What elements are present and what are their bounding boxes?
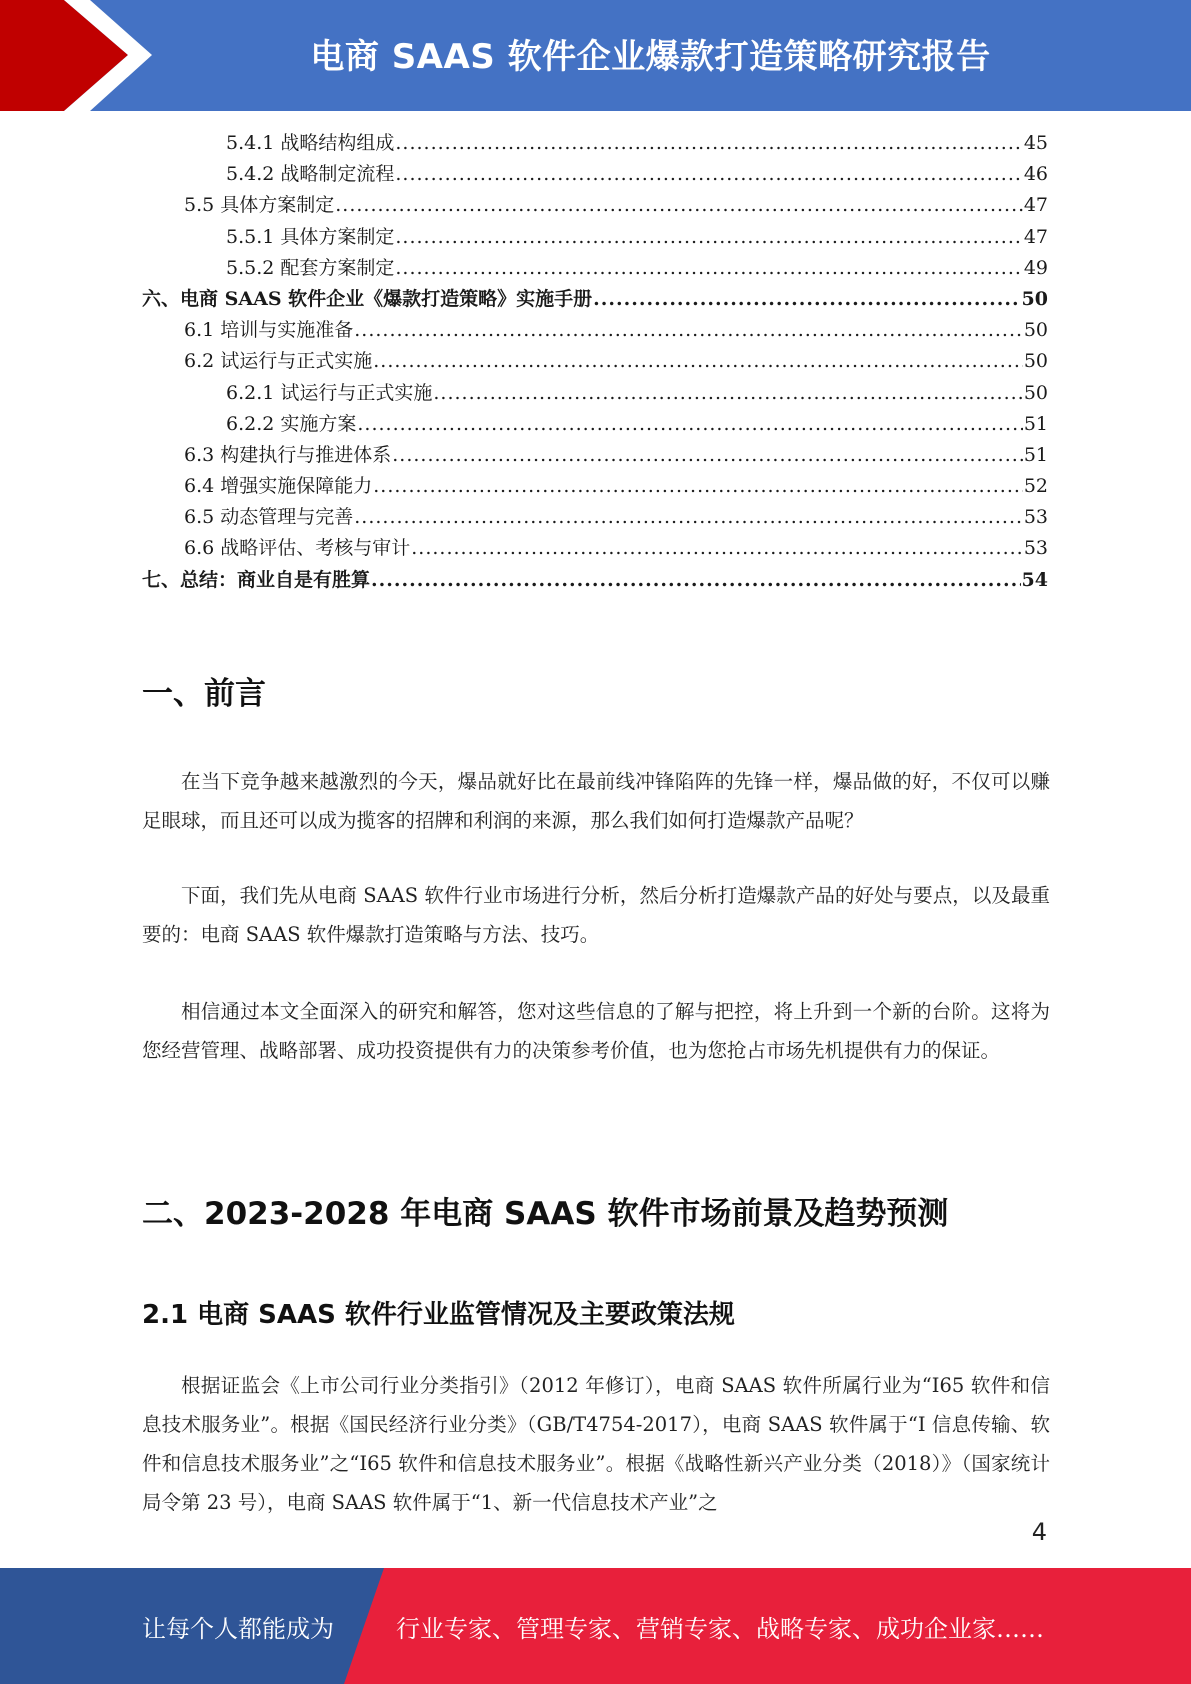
toc-entry-page: 50 [1023, 319, 1048, 342]
toc-entry[interactable] [142, 346, 1048, 377]
toc-entry-page: 51 [1023, 443, 1048, 466]
toc-dot-leader [411, 533, 1023, 564]
toc-entry[interactable] [142, 502, 1048, 533]
toc-entry-page: 53 [1023, 506, 1048, 529]
toc-entry[interactable] [142, 315, 1048, 346]
toc-entry[interactable] [142, 471, 1048, 502]
toc-entry-label: 5.5.1 具体方案制定 [226, 225, 395, 248]
toc-entry-page: 45 [1023, 132, 1048, 154]
toc-dot-leader [395, 253, 1022, 284]
toc-entry-label: 6.2 试运行与正式实施 [184, 350, 373, 373]
toc-entry-label: 5.4.1 战略结构组成 [226, 132, 395, 154]
toc-entry-label: 七、总结：商业自是有胜算 [142, 568, 371, 591]
section-heading-market-outlook: 二、2023-2028 年电商 SAAS 软件市场前景及趋势预测 [142, 1196, 949, 1232]
toc-dot-leader [357, 409, 1022, 440]
toc-dot-leader [354, 502, 1023, 533]
toc-dot-leader [395, 159, 1022, 190]
toc-entry[interactable] [142, 128, 1048, 159]
page-number: 4 [1031, 1518, 1047, 1546]
toc-dot-leader [371, 565, 1021, 596]
toc-entry-label: 6.2.2 实施方案 [226, 412, 357, 435]
toc-entry-label: 5.5 具体方案制定 [184, 194, 335, 217]
toc-dot-leader [395, 128, 1022, 159]
toc-entry[interactable] [142, 565, 1048, 596]
footer-slogan-right: 行业专家、管理专家、营销专家、战略专家、成功企业家…… [396, 1614, 1044, 1643]
paragraph: 根据证监会《上市公司行业分类指引》（2012 年修订），电商 SAAS 软件所属行业为“I65 软件和信息技术服务业”。根据《国民经济行业分类》（GB/T4754-2017），电商 SAAS 软件属于“I 信息传输、软件和信息技术服务业”之“I65 软件和信息技术服务业”。根据《战略性新兴产业分类（2018）》（国家统计局令第 23 号），电商 SAAS 软件属于“1、新一代信息技术产业”之 [142, 1374, 1050, 1514]
toc-entry-label: 6.3 构建执行与推进体系 [184, 443, 392, 466]
page-header [0, 0, 1191, 111]
toc-entry-label: 6.5 动态管理与完善 [184, 506, 354, 529]
toc-entry-page: 46 [1023, 163, 1048, 186]
toc-dot-leader [335, 190, 1023, 221]
toc-entry-page: 49 [1023, 256, 1048, 279]
toc-entry-label: 六、电商 SAAS 软件企业《爆款打造策略》实施手册 [142, 287, 593, 310]
toc-dot-leader [354, 315, 1023, 346]
toc-dot-leader [373, 346, 1023, 377]
toc-entry-page: 50 [1023, 381, 1048, 404]
toc-dot-leader [373, 471, 1023, 502]
page-footer [0, 1568, 1191, 1684]
toc-entry-page: 54 [1021, 568, 1048, 591]
toc-entry-page: 47 [1023, 225, 1048, 248]
toc-dot-leader [395, 222, 1022, 253]
toc-entry[interactable] [142, 409, 1048, 440]
toc-entry[interactable] [142, 159, 1048, 190]
toc-entry-label: 6.6 战略评估、考核与审计 [184, 537, 411, 560]
toc-entry-page: 50 [1023, 350, 1048, 373]
toc-entry-label: 6.2.1 试运行与正式实施 [226, 381, 433, 404]
toc-dot-leader [593, 284, 1020, 315]
toc-entry-page: 47 [1023, 194, 1048, 217]
toc-entry-label: 6.1 培训与实施准备 [184, 319, 354, 342]
toc-entry-page: 50 [1021, 287, 1048, 310]
toc-entry-page: 53 [1023, 537, 1048, 560]
report-title: 电商 SAAS 软件企业爆款打造策略研究报告 [310, 36, 991, 77]
toc-entry[interactable] [142, 222, 1048, 253]
paragraph: 在当下竞争越来越激烈的今天，爆品就好比在最前线冲锋陷阵的先锋一样，爆品做的好，不仅可以赚足眼球，而且还可以成为揽客的招牌和利润的来源，那么我们如何打造爆款产品呢？ [142, 770, 1050, 832]
section-heading-preface: 一、前言 [142, 676, 266, 712]
toc-entry[interactable] [142, 378, 1048, 409]
toc-entry-page: 51 [1023, 412, 1048, 435]
toc-dot-leader [392, 440, 1023, 471]
toc-entry[interactable] [142, 284, 1048, 315]
toc-entry[interactable] [142, 190, 1048, 221]
paragraph: 相信通过本文全面深入的研究和解答，您对这些信息的了解与把控，将上升到一个新的台阶。这将为您经营管理、战略部署、成功投资提供有力的决策参考价值，也为您抢占市场先机提供有力的保证。 [142, 1000, 1050, 1062]
toc-entry-label: 5.4.2 战略制定流程 [226, 163, 395, 186]
footer-slogan-left: 让每个人都能成为 [142, 1614, 334, 1643]
toc-entry-page: 52 [1023, 475, 1048, 498]
subsection-heading-regulation: 2.1 电商 SAAS 软件行业监管情况及主要政策法规 [142, 1300, 735, 1330]
toc-dot-leader [433, 378, 1022, 409]
toc-entry-label: 6.4 增强实施保障能力 [184, 475, 373, 498]
toc-entry[interactable] [142, 533, 1048, 564]
paragraph: 下面，我们先从电商 SAAS 软件行业市场进行分析，然后分析打造爆款产品的好处与要点，以及最重要的：电商 SAAS 软件爆款打造策略与方法、技巧。 [142, 884, 1050, 946]
toc-entry-label: 5.5.2 配套方案制定 [226, 256, 395, 279]
table-of-contents [142, 128, 1048, 596]
toc-entry[interactable] [142, 440, 1048, 471]
toc-entry[interactable] [142, 253, 1048, 284]
